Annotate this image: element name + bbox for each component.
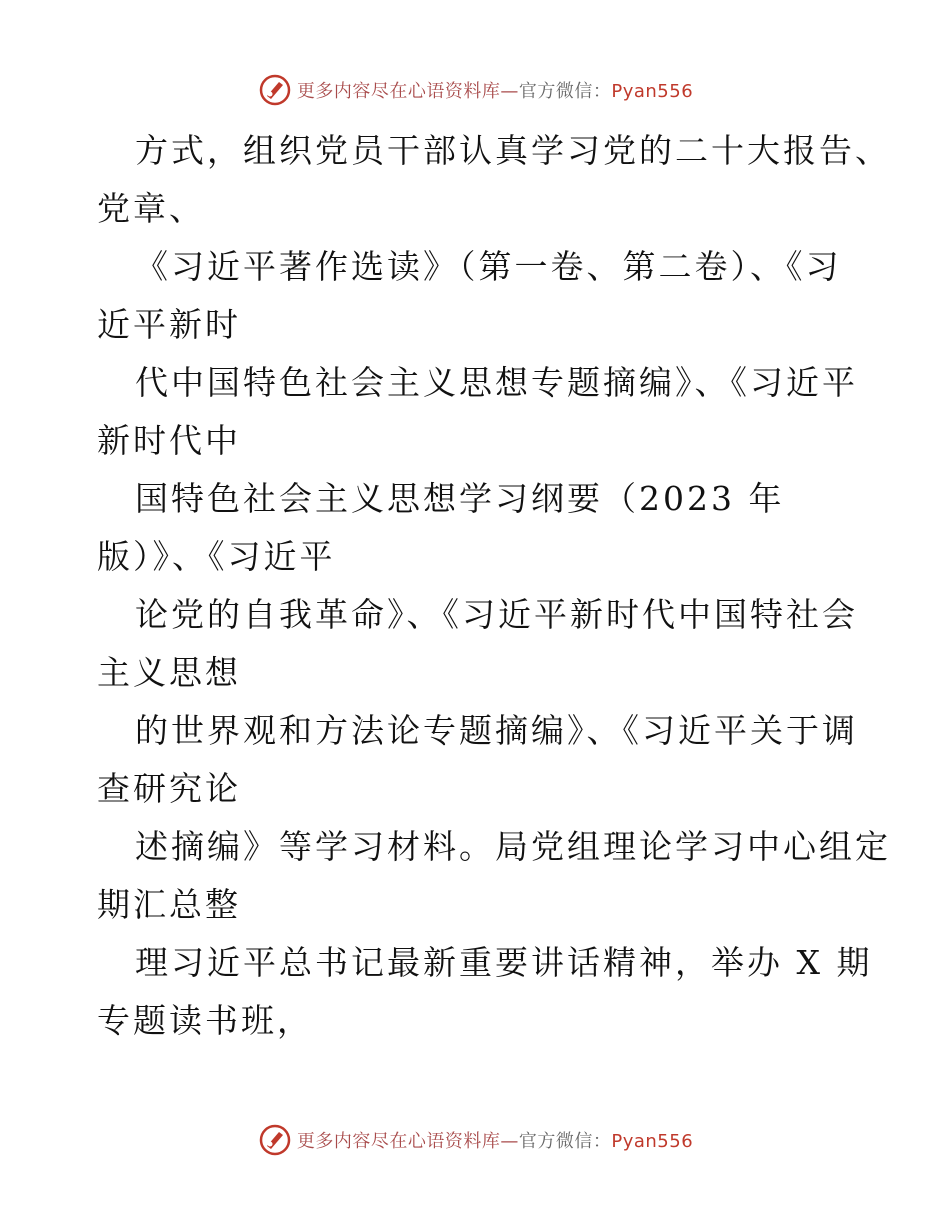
text-line: 党章、	[97, 189, 205, 228]
text-line: 代中国特色社会主义思想专题摘编》、《习近平	[135, 363, 858, 402]
text-line: 主义思想	[97, 653, 241, 692]
text-line: 述摘编》等学习材料。局党组理论学习中心组定	[135, 827, 891, 866]
text-line: 《习近平著作选读》（第一卷、第二卷）、《习	[135, 247, 842, 286]
header-watermark	[0, 70, 950, 110]
watermark-brand: 更多内容尽在心语资料库	[296, 81, 501, 102]
text-line: 新时代中	[97, 421, 241, 460]
text-line: 论党的自我革命》、《习近平新时代中国特社会	[135, 595, 858, 634]
watermark-separator: —	[500, 1131, 519, 1152]
text-line: 查研究论	[97, 769, 241, 808]
logo-icon	[257, 1122, 293, 1158]
watermark-label: 官方微信：	[518, 81, 612, 102]
watermark-account: Pyan556	[611, 81, 694, 102]
text-line: 版）》、《习近平	[97, 537, 336, 576]
logo-icon	[257, 72, 293, 108]
text-line: 国特色社会主义思想学习纲要（2023 年	[135, 479, 785, 518]
text-line: 专题读书班，	[97, 1001, 313, 1040]
watermark-separator: —	[500, 81, 519, 102]
text-line: 的世界观和方法论专题摘编》、《习近平关于调	[135, 711, 858, 750]
document-body	[0, 122, 950, 1050]
text-line: 近平新时	[97, 305, 241, 344]
paragraph-5	[0, 586, 950, 702]
text-line: 方式，组织党员干部认真学习党的二十大报告、	[135, 131, 891, 170]
watermark-text	[297, 1127, 693, 1153]
text-line: 理习近平总书记最新重要讲话精神，举办 X 期	[135, 943, 873, 982]
watermark-account: Pyan556	[611, 1131, 694, 1152]
paragraph-7	[0, 818, 950, 934]
watermark-brand: 更多内容尽在心语资料库	[296, 1131, 501, 1152]
text-line: 期汇总整	[97, 885, 241, 924]
paragraph-2	[0, 238, 950, 354]
paragraph-4	[0, 470, 950, 586]
paragraph-1	[0, 122, 950, 238]
watermark-label: 官方微信：	[518, 1131, 612, 1152]
watermark-text	[297, 77, 693, 103]
paragraph-3	[0, 354, 950, 470]
paragraph-8	[0, 934, 950, 1050]
footer-watermark	[0, 1120, 950, 1160]
paragraph-6	[0, 702, 950, 818]
